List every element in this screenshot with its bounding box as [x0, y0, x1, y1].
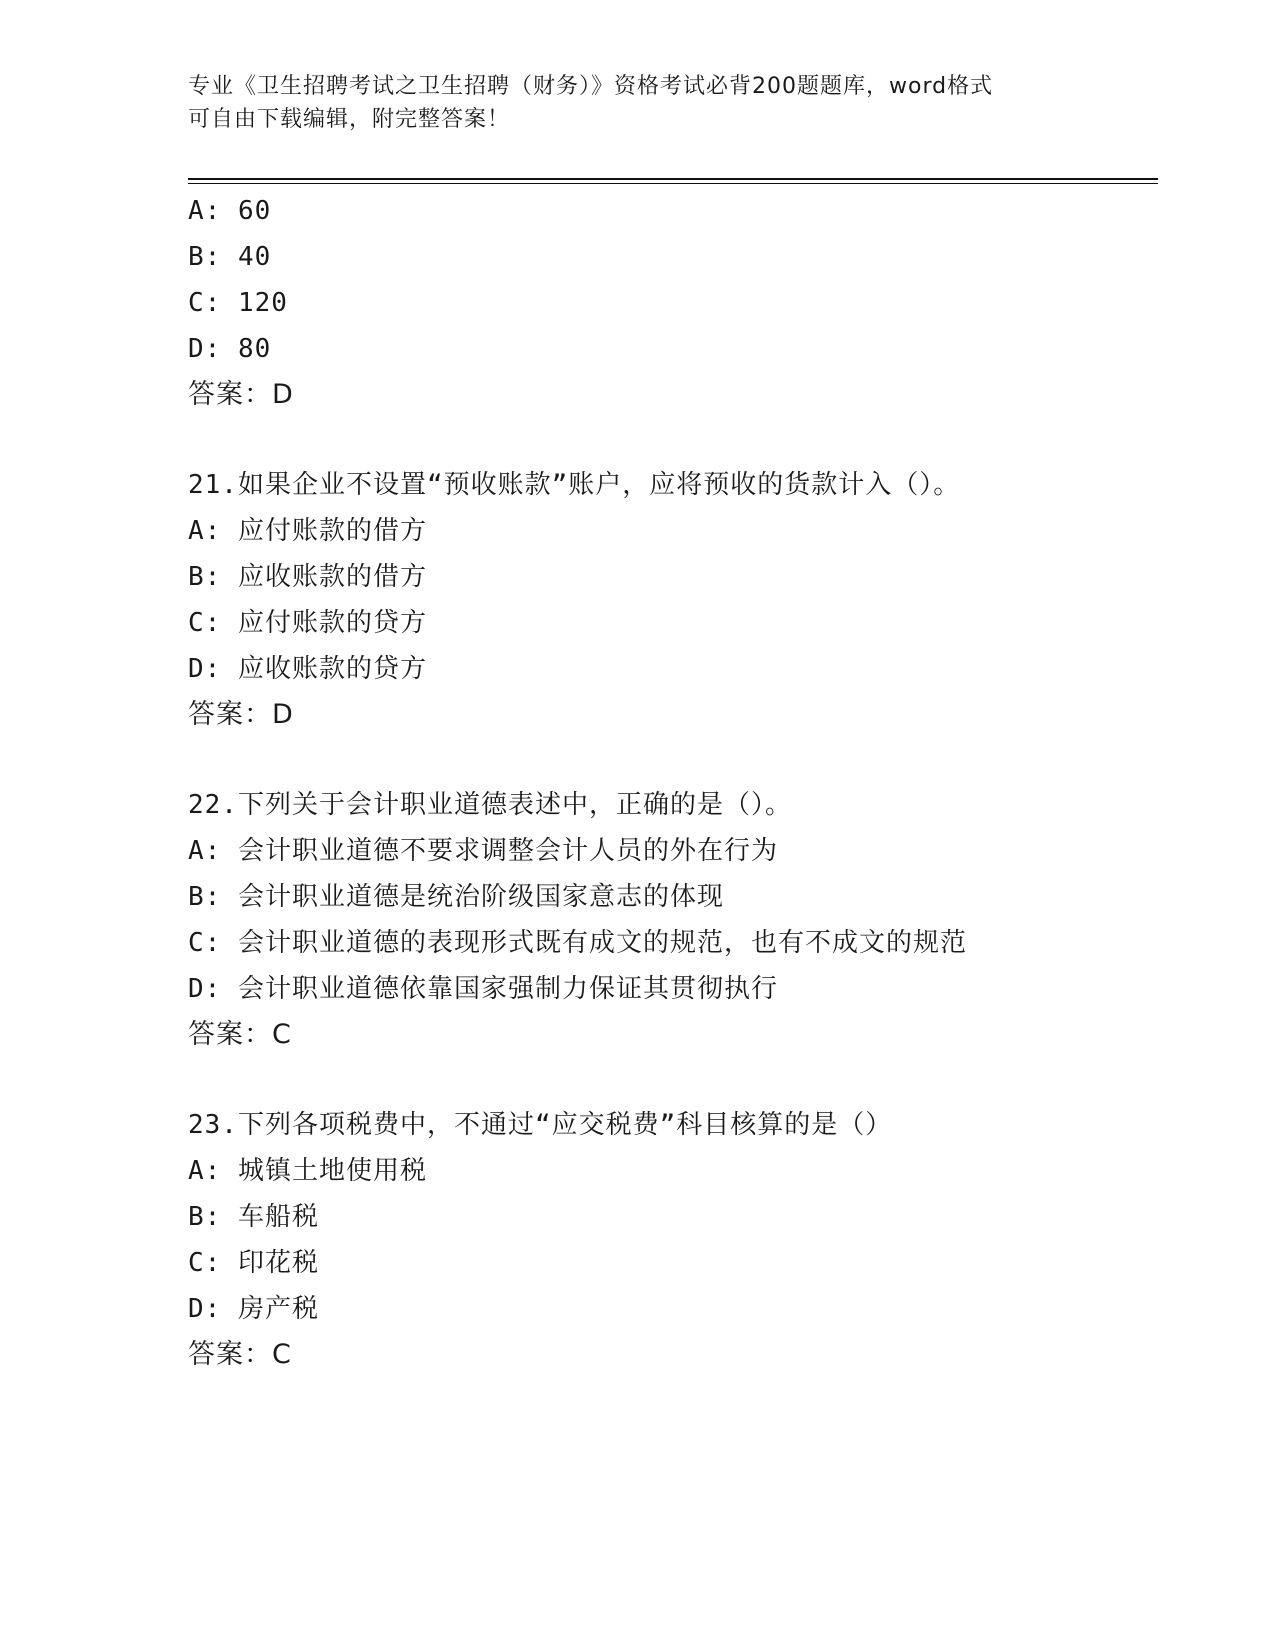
question-block-23 — [188, 1102, 1158, 1378]
option-b: B: 会计职业道德是统治阶级国家意志的体现 — [188, 882, 724, 912]
option-d: D: 应收账款的贷方 — [188, 654, 427, 684]
question-text: 23.下列各项税费中，不通过“应交税费”科目核算的是（） — [188, 1110, 893, 1140]
question-block-21 — [188, 462, 1158, 738]
answer-line: 答案：C — [188, 1019, 292, 1050]
option-b: B: 应收账款的借方 — [188, 562, 427, 592]
option-d: D: 80 — [188, 334, 272, 364]
header-line-2: 可自由下载编辑，附完整答案！ — [188, 107, 511, 132]
question-list — [188, 188, 1158, 1378]
question-block-prev — [188, 188, 1158, 418]
option-c: C: 应付账款的贷方 — [188, 608, 427, 638]
option-c: C: 会计职业道德的表现形式既有成文的规范，也有不成文的规范 — [188, 928, 967, 958]
option-a: A: 会计职业道德不要求调整会计人员的外在行为 — [188, 836, 778, 866]
answer-line: 答案：D — [188, 379, 294, 410]
answer-line: 答案：D — [188, 699, 294, 730]
option-d: D: 会计职业道德依靠国家强制力保证其贯彻执行 — [188, 974, 778, 1004]
answer-line: 答案：C — [188, 1339, 292, 1370]
header-divider-thick — [188, 178, 1158, 180]
option-c: C: 120 — [188, 288, 288, 318]
option-a: A: 应付账款的借方 — [188, 516, 427, 546]
option-b: B: 40 — [188, 242, 272, 272]
option-c: C: 印花税 — [188, 1248, 319, 1278]
header-divider-thin — [188, 183, 1158, 184]
question-text: 21.如果企业不设置“预收账款”账户，应将预收的货款计入（）。 — [188, 470, 961, 500]
header-line-1: 专业《卫生招聘考试之卫生招聘（财务）》资格考试必背200题题库，word格式 — [188, 74, 994, 99]
option-b: B: 车船税 — [188, 1202, 319, 1232]
document-header — [188, 70, 1088, 136]
question-block-22 — [188, 782, 1158, 1058]
question-text: 22.下列关于会计职业道德表述中，正确的是（）。 — [188, 790, 792, 820]
option-d: D: 房产税 — [188, 1294, 319, 1324]
option-a: A: 城镇土地使用税 — [188, 1156, 427, 1186]
option-a: A: 60 — [188, 196, 272, 226]
